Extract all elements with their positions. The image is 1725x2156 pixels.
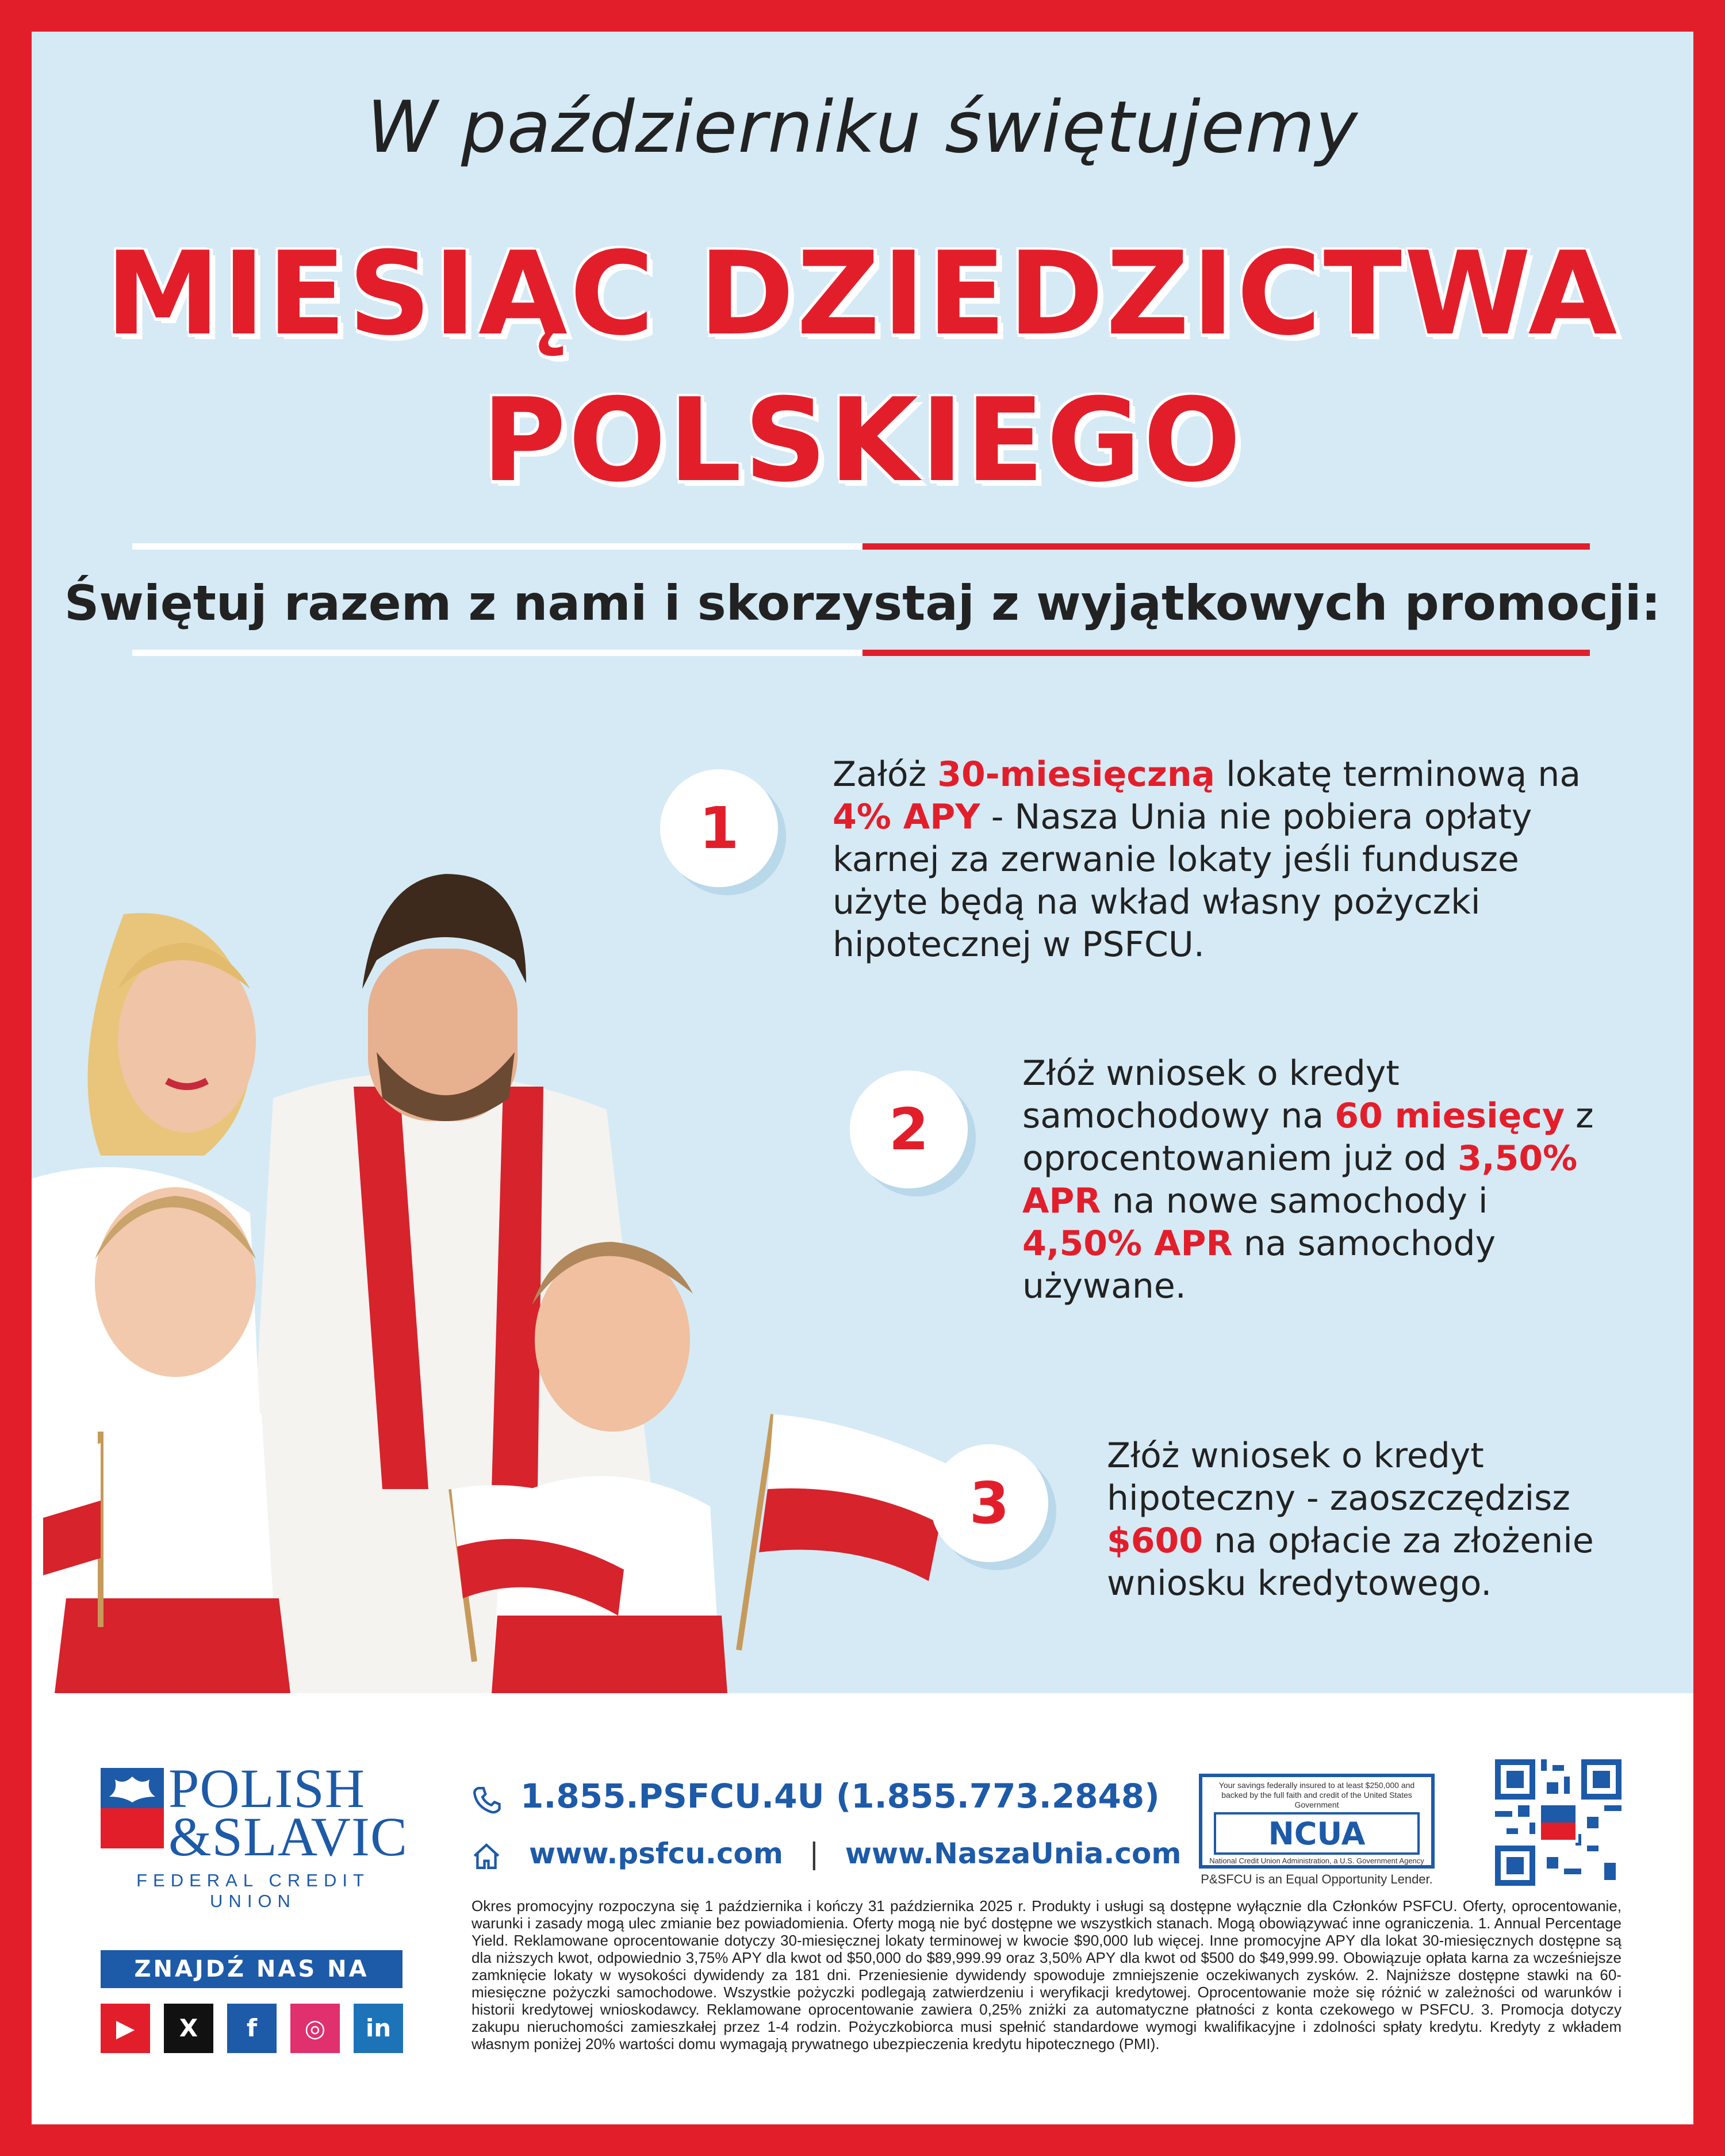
tagline: Świętuj razem z nami i skorzystaj z wyjątkowych promocji: [64,575,1661,631]
ncua-agency-text: National Credit Union Administration, a U.S. Government Agency [1209,1856,1424,1865]
linkedin-icon[interactable]: in [354,2004,403,2053]
website-link-naszaunia[interactable]: www.NaszaUnia.com [845,1837,1182,1870]
promo-text-2: Złóż wniosek o kredyt samochodowy na 60 miesięcy z oprocentowaniem już od 3,50% APR na nowe samochody i 4,50% APR na samochody używane. [1022,1053,1594,1306]
website-link-psfcu[interactable]: www.psfcu.com [529,1837,783,1870]
logo-wordmark: POLISH &SLAVIC [168,1758,408,1867]
promo-number-1: 1 [660,769,778,887]
promo-number-2: 2 [850,1071,968,1188]
divider-bottom-red [862,650,1590,656]
instagram-icon[interactable]: ◎ [290,2004,340,2053]
divider-bottom-white [132,650,862,656]
phone-icon [471,1785,501,1815]
x-icon[interactable]: X [164,2004,213,2053]
youtube-icon[interactable]: ▶ [101,2004,150,2053]
equal-opportunity-text: P&SFCU is an Equal Opportunity Lender. [1201,1872,1433,1886]
promo-text-3: Złóż wniosek o kredyt hipoteczny - zaoszczędzisz $600 na opłacie za złożenie wniosku kredytowego. [1107,1436,1594,1603]
website-separator: | [809,1837,819,1870]
logo-flag-icon [101,1768,164,1848]
psfcu-logo[interactable] [101,1758,411,1911]
title-line-1: MIESIĄC DZIEDZICTWA [105,227,1620,361]
ncua-insured-text: Your savings federally insured to at least $250,000 and backed by the full faith and credit of the United States Government [1218,1781,1415,1809]
promo-number-3: 3 [930,1444,1048,1562]
qr-code[interactable] [1495,1759,1621,1886]
divider-top-white [132,543,862,550]
logo-subtitle: FEDERAL CREDIT UNION [136,1870,370,1911]
ncua-logo: NCUA [1214,1812,1420,1855]
website-links [529,1837,1181,1870]
facebook-icon[interactable]: f [227,2004,277,2053]
home-icon [471,1841,501,1871]
phone-number[interactable]: 1.855.PSFCU.4U (1.855.773.2848) [520,1777,1160,1816]
subtitle: W październiku świętujemy [366,86,1359,169]
divider-top-red [862,543,1590,550]
find-us-label: ZNAJDŹ NAS NA [101,1950,402,1988]
title-line-2: POLSKIEGO [481,374,1244,508]
flag-right [739,1414,952,1650]
promo-text-1: Załóż 30-miesięczną lokatę terminową na 4% APY - Nasza Unia nie pobiera opłaty karnej za zerwanie lokaty jeśli fundusze użyte będą na wkład własny pożyczki hipotecznej w PSFCU. [833,754,1581,965]
ncua-badge [1199,1774,1435,1869]
legal-disclaimer: Okres promocyjny rozpoczyna się 1 października i kończy 31 października 2025 r. Produkty i usługi są dostępne wyłącznie dla Członków PSFCU. Oferty, oprocentowanie, warunki i zasady mogą ulec zmianie bez powiadomienia. Oferty mogą nie być dostępne we wszystkich stanach. Mogą obowiązywać inne ograniczenia. 1. Annual Percentage Yield. Reklamowane oprocentowanie dotyczy 30-miesięcznej lokaty terminowej w kwocie $90,000 lub więcej. Inne promocyjne APY dla lokat 30-miesięcznych dostępne są dla niższych kwot, odpowiednio 3,75% APY dla kwot od $50,000 do $89,999.99 oraz 3,50% APY dla kwot od $500 do $49,999.99. Obowiązuje opłata karna za wcześniejsze zamknięcie lokaty w wysokości dywidendy za 181 dni. Przeniesienie dywidendy spowoduje zmniejszenie oczekiwanych zysków. 2. Najniższe dostępne stawki na 60-miesięczne pożyczki samochodowe. Wszystkie pożyczki podlegają zatwierdzeniu i weryfikacji kredytowej. Oprocentowanie może się różnić w zależności od warunków i historii kredytowej wnioskodawcy. Reklamowane oprocentowanie zawiera 0,25% zniżki za automatyczne płatności z konta czekowego w PSFCU. 3. Promocja dotyczy zakupu nieruchomości zamieszkałej przez 1-4 rodzin. Pożyczkobiorca musi spełnić standardowe wymogi kwalifikacyjne i zdolności spłaty kredytu. Kredyty z wkładem własnym poniżej 20% wartości domu wymagają prywatnego ubezpieczenia kredytu hipotecznego (PMI). [471,1897,1621,2053]
